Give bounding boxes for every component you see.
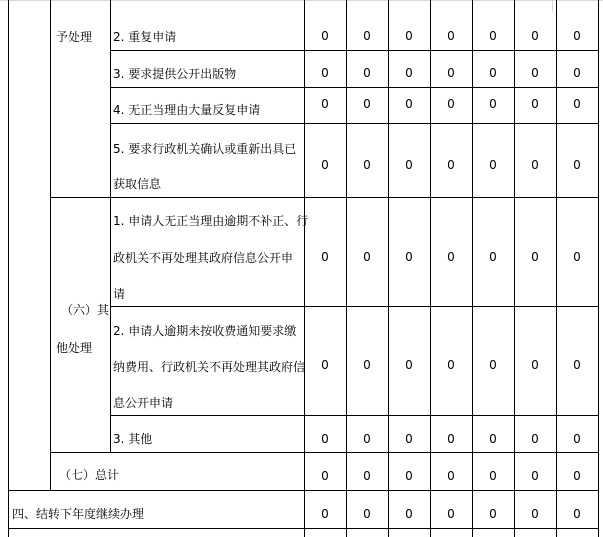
table-border bbox=[304, 0, 305, 537]
value-cell: 0 bbox=[489, 432, 497, 446]
value-cell: 0 bbox=[489, 66, 497, 80]
value-cell: 0 bbox=[405, 97, 413, 111]
value-cell: 0 bbox=[405, 158, 413, 172]
value-cell: 0 bbox=[321, 29, 329, 43]
value-cell: 0 bbox=[363, 469, 371, 483]
value-cell: 0 bbox=[363, 66, 371, 80]
value-cell: 0 bbox=[447, 432, 455, 446]
value-cell: 0 bbox=[363, 158, 371, 172]
sheet-gridline bbox=[552, 0, 553, 12]
value-cell: 0 bbox=[573, 66, 581, 80]
row-label: 1. 申请人无正当理由逾期不补正、行 bbox=[113, 214, 309, 228]
value-cell: 0 bbox=[321, 158, 329, 172]
value-cell: 0 bbox=[489, 158, 497, 172]
row-label: 息公开申请 bbox=[113, 396, 174, 410]
value-cell: 0 bbox=[573, 97, 581, 111]
value-cell: 0 bbox=[447, 358, 455, 372]
row-label: 3. 要求提供公开出版物 bbox=[113, 67, 237, 81]
value-cell: 0 bbox=[447, 158, 455, 172]
group6-label: （六）其 bbox=[61, 303, 110, 317]
value-cell: 0 bbox=[489, 469, 497, 483]
value-cell: 0 bbox=[531, 66, 539, 80]
table-border bbox=[472, 0, 473, 537]
table-border bbox=[388, 0, 389, 537]
value-cell: 0 bbox=[531, 29, 539, 43]
value-cell: 0 bbox=[321, 97, 329, 111]
table-border bbox=[110, 306, 599, 307]
value-cell: 0 bbox=[405, 469, 413, 483]
value-cell: 0 bbox=[363, 97, 371, 111]
value-cell: 0 bbox=[363, 432, 371, 446]
row-label: 2. 重复申请 bbox=[113, 30, 177, 44]
value-cell: 0 bbox=[405, 29, 413, 43]
value-cell: 0 bbox=[447, 97, 455, 111]
row-label: 政机关不再处理其政府信息公开申 bbox=[113, 251, 294, 265]
value-cell: 0 bbox=[573, 469, 581, 483]
value-cell: 0 bbox=[573, 432, 581, 446]
row-label: 获取信息 bbox=[113, 177, 162, 191]
table-border bbox=[514, 0, 515, 537]
value-cell: 0 bbox=[531, 469, 539, 483]
value-cell: 0 bbox=[531, 507, 539, 521]
value-cell: 0 bbox=[531, 250, 539, 264]
table-border bbox=[110, 50, 599, 51]
value-cell: 0 bbox=[405, 507, 413, 521]
value-cell: 0 bbox=[363, 358, 371, 372]
value-cell: 0 bbox=[447, 66, 455, 80]
value-cell: 0 bbox=[405, 432, 413, 446]
row-label: 2. 申请人逾期未按收费通知要求缴 bbox=[113, 324, 297, 338]
value-cell: 0 bbox=[321, 507, 329, 521]
table-border bbox=[346, 0, 347, 537]
group7-label: （七）总计 bbox=[59, 468, 120, 482]
value-cell: 0 bbox=[573, 158, 581, 172]
value-cell: 0 bbox=[531, 358, 539, 372]
value-cell: 0 bbox=[447, 29, 455, 43]
row-label: 5. 要求行政机关确认或重新出具已 bbox=[113, 142, 297, 156]
value-cell: 0 bbox=[531, 432, 539, 446]
value-cell: 0 bbox=[573, 507, 581, 521]
value-cell: 0 bbox=[531, 97, 539, 111]
table-border bbox=[430, 0, 431, 537]
value-cell: 0 bbox=[447, 469, 455, 483]
section4-label: 四、结转下年度继续办理 bbox=[12, 507, 145, 521]
value-cell: 0 bbox=[321, 358, 329, 372]
value-cell: 0 bbox=[321, 66, 329, 80]
sheet-gridline bbox=[0, 0, 603, 1]
value-cell: 0 bbox=[363, 507, 371, 521]
value-cell: 0 bbox=[321, 250, 329, 264]
value-cell: 0 bbox=[405, 250, 413, 264]
table-border bbox=[556, 0, 557, 537]
row-label: 3. 其他 bbox=[113, 432, 153, 446]
value-cell: 0 bbox=[321, 432, 329, 446]
value-cell: 0 bbox=[363, 250, 371, 264]
value-cell: 0 bbox=[573, 250, 581, 264]
value-cell: 0 bbox=[321, 469, 329, 483]
value-cell: 0 bbox=[447, 507, 455, 521]
value-cell: 0 bbox=[531, 158, 539, 172]
value-cell: 0 bbox=[573, 358, 581, 372]
row-label: 4. 无正当理由大量反复申请 bbox=[113, 103, 261, 117]
group6-label: 他处理 bbox=[56, 341, 93, 355]
table-border bbox=[8, 490, 599, 491]
value-cell: 0 bbox=[489, 97, 497, 111]
value-cell: 0 bbox=[405, 358, 413, 372]
value-cell: 0 bbox=[573, 29, 581, 43]
table-border bbox=[110, 415, 599, 416]
table-border bbox=[598, 0, 599, 537]
value-cell: 0 bbox=[489, 358, 497, 372]
value-cell: 0 bbox=[447, 250, 455, 264]
value-cell: 0 bbox=[489, 250, 497, 264]
group5-label-tail: 予处理 bbox=[56, 30, 93, 44]
row-label: 请 bbox=[113, 287, 126, 301]
row-label: 纳费用、行政机关不再处理其政府信 bbox=[113, 360, 306, 374]
value-cell: 0 bbox=[405, 66, 413, 80]
table-border bbox=[8, 0, 9, 537]
value-cell: 0 bbox=[489, 507, 497, 521]
value-cell: 0 bbox=[363, 29, 371, 43]
value-cell: 0 bbox=[489, 29, 497, 43]
table-border bbox=[110, 0, 111, 452]
table-border bbox=[50, 0, 51, 490]
